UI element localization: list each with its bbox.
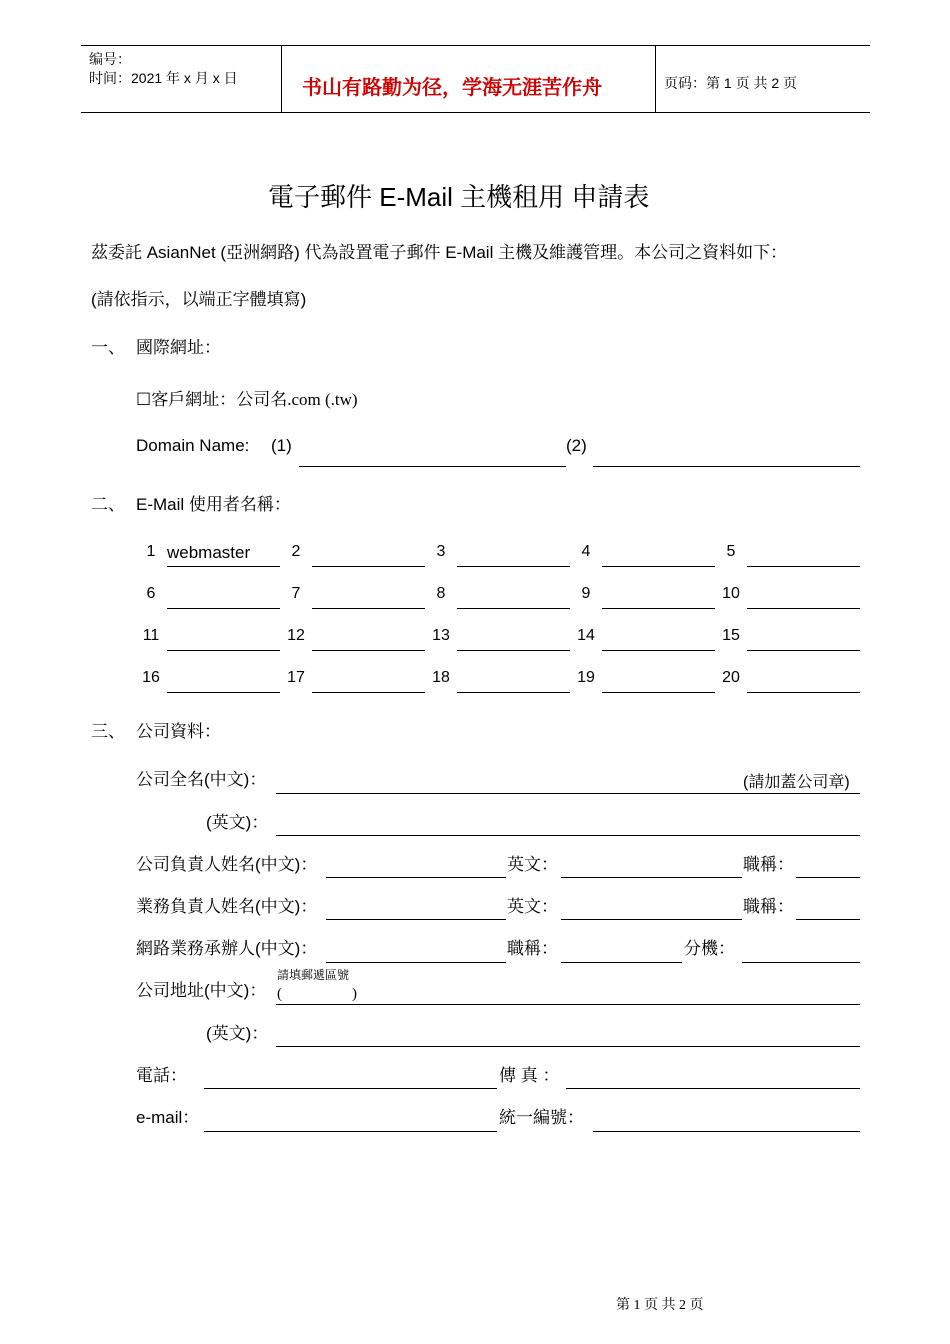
email-user-field[interactable] <box>747 692 860 693</box>
header-motto: 书山有路勤为径，学海无涯苦作舟 <box>302 75 602 99</box>
section3-number: 三、 <box>91 722 125 741</box>
section3-title: 公司資料： <box>136 722 221 741</box>
customer-domain-option[interactable] <box>136 391 358 408</box>
company-name-en-label: (英文)： <box>206 813 269 832</box>
email-user-field[interactable] <box>457 692 570 693</box>
company-name-cn-label: 公司全名(中文)： <box>136 770 267 789</box>
date-label: 时间：2021 年 x 月 x 日 <box>89 70 238 86</box>
net-ext-label: 分機： <box>684 939 735 958</box>
net-contact-cn-label: 網路業務承辦人(中文)： <box>136 939 318 958</box>
email-user-number: 1 <box>146 543 156 560</box>
phone-label: 電話： <box>136 1066 187 1085</box>
email-user-field[interactable] <box>167 650 280 651</box>
tax-id-field[interactable] <box>593 1131 860 1132</box>
biz-name-cn-label: 業務負責人姓名(中文)： <box>136 897 318 916</box>
page-title: 電子郵件 E-Mail 主機租用 申請表 <box>268 182 650 212</box>
email-user-field[interactable] <box>312 608 425 609</box>
header-bottom-rule <box>81 112 870 113</box>
email-user-number: 5 <box>726 543 736 560</box>
email-user-number: 2 <box>291 543 301 560</box>
zip-hint: 請填郵遞區號 <box>277 968 350 982</box>
owner-name-en-field[interactable] <box>561 877 742 878</box>
email-user-field[interactable] <box>602 608 715 609</box>
email-user-field[interactable] <box>167 566 280 567</box>
email-user-field[interactable] <box>602 650 715 651</box>
footer-page-info: 第 1 页 共 2 页 <box>616 1298 704 1313</box>
email-user-field[interactable] <box>312 566 425 567</box>
intro-text: 茲委託 AsianNet (亞洲網路) 代為設置電子郵件 E-Mail 主機及維護管理。本公司之資料如下： <box>91 243 788 262</box>
biz-name-cn-field[interactable] <box>326 919 506 920</box>
customer-domain-label: 客戶網址：公司名 <box>151 390 288 409</box>
email-user-field[interactable] <box>602 692 715 693</box>
domain-slot-1-label: (1) <box>271 436 292 455</box>
email-user-number: 7 <box>291 585 301 602</box>
biz-title-label: 職稱： <box>743 897 794 916</box>
checkbox-icon[interactable]: ☐ <box>136 390 152 409</box>
section2-number: 二、 <box>91 495 125 514</box>
email-user-number: 10 <box>722 585 740 602</box>
net-contact-cn-field[interactable] <box>326 962 506 963</box>
address-en-label: (英文)： <box>206 1024 269 1043</box>
header-page-info: 页码：第 1 页 共 2 页 <box>664 75 798 91</box>
fax-label: 傳 真 ： <box>499 1066 560 1085</box>
email-user-number: 17 <box>287 669 305 686</box>
email-user-number: 11 <box>142 627 160 644</box>
email-user-field[interactable] <box>312 650 425 651</box>
net-ext-field[interactable] <box>742 962 860 963</box>
owner-title-label: 職稱： <box>743 855 794 874</box>
email-user-number: 4 <box>581 543 591 560</box>
email-user-number: 3 <box>436 543 446 560</box>
section1-title: 國際網址： <box>136 338 221 357</box>
owner-name-cn-field[interactable] <box>326 877 506 878</box>
email-user-number: 13 <box>432 627 450 644</box>
address-en-field[interactable] <box>276 1046 860 1047</box>
header-top-rule <box>81 45 870 46</box>
section2-title: E-Mail 使用者名稱： <box>136 495 291 514</box>
email-user-number: 6 <box>146 585 156 602</box>
email-user-field[interactable] <box>457 608 570 609</box>
stamp-note: (請加蓋公司章) <box>743 774 850 791</box>
phone-field[interactable] <box>204 1088 497 1089</box>
email-user-value[interactable]: webmaster <box>167 543 251 562</box>
instruction-text: (請依指示，以端正字體填寫) <box>91 290 307 309</box>
domain-slot-2-label: (2) <box>566 436 587 455</box>
email-field[interactable] <box>204 1131 497 1132</box>
customer-domain-suffix: .com (.tw) <box>287 390 358 409</box>
owner-name-cn-label: 公司負責人姓名(中文)： <box>136 855 318 874</box>
header-divider-right <box>655 45 656 112</box>
net-title-label: 職稱： <box>507 939 558 958</box>
email-user-number: 14 <box>577 627 595 644</box>
biz-name-en-field[interactable] <box>561 919 742 920</box>
email-user-field[interactable] <box>747 608 860 609</box>
zip-close-paren: ) <box>352 986 357 1002</box>
email-label: e-mail： <box>136 1108 200 1127</box>
header-divider-left <box>281 45 282 112</box>
email-user-number: 12 <box>287 627 305 644</box>
zip-open-paren: ( <box>277 986 282 1002</box>
email-user-number: 19 <box>577 669 595 686</box>
serial-number-label: 编号： <box>89 51 131 67</box>
section1-number: 一、 <box>91 338 125 357</box>
email-user-field[interactable] <box>457 650 570 651</box>
email-user-field[interactable] <box>312 692 425 693</box>
email-user-field[interactable] <box>167 692 280 693</box>
email-user-field[interactable] <box>457 566 570 567</box>
domain-field-1[interactable] <box>299 466 566 467</box>
domain-field-2[interactable] <box>593 466 860 467</box>
tax-id-label: 統一編號： <box>499 1108 584 1127</box>
email-user-number: 8 <box>436 585 446 602</box>
owner-name-en-label: 英文： <box>507 855 558 874</box>
company-name-en-field[interactable] <box>276 835 860 836</box>
address-cn-field[interactable] <box>276 1004 860 1005</box>
email-user-number: 20 <box>722 669 740 686</box>
owner-title-field[interactable] <box>796 877 860 878</box>
email-user-number: 18 <box>432 669 450 686</box>
email-user-field[interactable] <box>747 566 860 567</box>
biz-name-en-label: 英文： <box>507 897 558 916</box>
fax-field[interactable] <box>566 1088 860 1089</box>
biz-title-field[interactable] <box>796 919 860 920</box>
email-user-number: 9 <box>581 585 591 602</box>
address-cn-label: 公司地址(中文)： <box>136 981 267 1000</box>
net-title-field[interactable] <box>561 962 682 963</box>
email-user-field[interactable] <box>747 650 860 651</box>
email-user-field[interactable] <box>167 608 280 609</box>
email-user-number: 15 <box>722 627 740 644</box>
domain-name-label: Domain Name: <box>136 436 250 455</box>
email-user-number: 16 <box>142 669 160 686</box>
company-name-cn-field[interactable] <box>276 793 860 794</box>
email-user-field[interactable] <box>602 566 715 567</box>
